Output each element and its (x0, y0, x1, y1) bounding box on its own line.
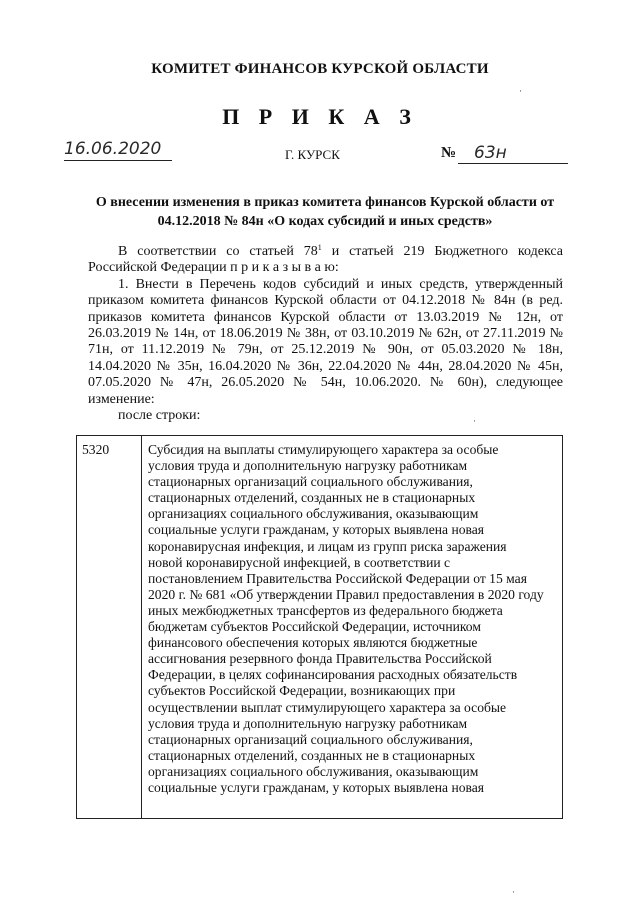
order-number: 63н (458, 143, 568, 164)
article-superscript: 1 (317, 243, 322, 252)
preamble-text-end: и статьей 219 Бюджетного кодекса Российской Федерации п р и к а з ы в а ю: (88, 244, 563, 276)
after-row-paragraph: после строки: (118, 408, 201, 424)
scan-speck: · (473, 416, 476, 426)
order-body (88, 244, 563, 424)
subsidy-description-cell: Субсидия на выплаты стимулирующего характера за особые условия труда и дополнительную нагрузку работникам стационарных организаций социального обслуживания, стационарных отделений, созданных не в стационарных организациях социального обслуживания, оказывающим социальные услуги гражданам, у которых выявлена новая коронавирусная инфекция, и лицам из групп риска заражения новой коронавирусной инфекцией, в соответствии с постановлением Правительства Российской Федерации от 15 мая 2020 г. № 681 «Об утверждении Правил предоставления в 2020 году иных межбюджетных трансфертов из федерального бюджета бюджетам субъектов Российской Федерации, источником финансового обеспечения которых являются бюджетные ассигнования резервного фонда Правительства Российской Федерации, в целях софинансирования расходных обязательств субъектов Российской Федерации, возникающих при осуществлении выплат стимулирующего характера за особые условия труда и дополнительную нагрузку работникам стационарных организаций социального обслуживания, стационарных отделений, созданных не в стационарных организациях социального обслуживания, оказывающим социальные услуги гражданам, у которых выявлена новая (142, 436, 563, 819)
organization-name: КОМИТЕТ ФИНАНСОВ КУРСКОЙ ОБЛАСТИ (151, 61, 489, 77)
order-subject (90, 193, 560, 231)
subsidy-code-cell: 5320 (77, 436, 142, 819)
subject-line-2: 04.12.2018 № 84н «О кодах субсидий и иных средств» (157, 214, 493, 229)
order-city: Г. КУРСК (285, 147, 340, 162)
subsidy-codes-table (76, 435, 563, 819)
preamble-paragraph (88, 244, 563, 277)
document-type-title: П Р И К А З (222, 104, 418, 129)
scan-speck: · (512, 887, 515, 897)
preamble-text-start: В соответствии со статьей 78 (118, 244, 318, 259)
scan-speck: · (519, 86, 522, 96)
order-date: 16.06.2020 (64, 139, 172, 161)
order-number-label: № (441, 145, 457, 161)
subject-line-1: О внесении изменения в приказ комитета финансов Курской области от (95, 195, 555, 210)
table-row (77, 436, 563, 819)
item-1-paragraph: 1. Внести в Перечень кодов субсидий и иных средств, утвержденный приказом комитета финансов Курской области от 04.12.2018 № 84н (в ред. приказов комитета финансов Курской области от 13.03.2019 № 12н, от 26.03.2019 № 14н, от 18.06.2019 № 38н, от 03.10.2019 № 62н, от 27.11.2019 № 71н, от 11.12.2019 № 79н, от 25.12.2019 № 90н, от 05.03.2020 № 18н, 14.04.2020 № 35н, 16.04.2020 № 36н, 22.04.2020 № 44н, 28.04.2020 № 45н, 07.05.2020 № 47н, 26.05.2020 № 54н, 10.06.2020. № 60н), следующее изменение: (88, 276, 563, 407)
